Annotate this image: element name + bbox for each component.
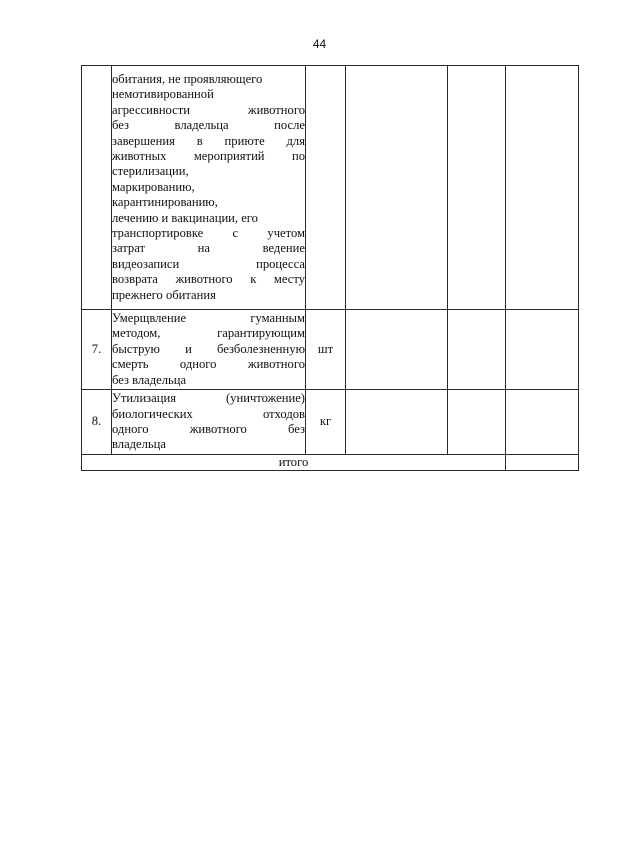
total-row	[82, 455, 579, 471]
table-row	[82, 390, 579, 455]
description-line: немотивированной	[112, 87, 214, 102]
description-line: биологических отходов	[112, 406, 305, 421]
description-line: животных мероприятий по	[112, 148, 305, 163]
description-line: стерилизации,	[112, 164, 189, 179]
row-description	[112, 66, 306, 310]
description-line: затрат на ведение	[112, 241, 305, 256]
description-line: смерть одного животного	[112, 357, 305, 372]
description-line: без владельца	[112, 372, 187, 387]
row-description	[112, 390, 306, 455]
description-line: без владельца после	[112, 118, 305, 133]
description-line: видеозаписи процесса	[112, 256, 305, 271]
description-line: Умерщвление гуманным	[112, 310, 305, 325]
description-line: обитания, не проявляющего	[112, 71, 263, 86]
cost-table	[81, 65, 579, 471]
description-line: возврата животного к месту	[112, 272, 305, 287]
table-row	[82, 310, 579, 390]
row-unit: кг	[306, 390, 346, 455]
page-number: 44	[312, 37, 327, 51]
row-cell-empty	[448, 66, 506, 310]
total-value-cell	[506, 455, 579, 471]
row-number: 7.	[82, 310, 112, 390]
row-cell-empty	[506, 310, 579, 390]
description-line: быструю и безболезненную	[112, 341, 305, 356]
description-line: маркированию,	[112, 179, 195, 194]
table-row	[82, 66, 579, 310]
row-cell-empty	[506, 390, 579, 455]
row-unit: шт	[306, 310, 346, 390]
description-line: агрессивности животного	[112, 102, 305, 117]
row-cell-empty	[448, 390, 506, 455]
row-number	[82, 66, 112, 310]
description-line: методом, гарантирующим	[112, 326, 305, 341]
row-cell-empty	[448, 310, 506, 390]
description-line: Утилизация (уничтожение)	[112, 391, 305, 406]
row-number: 8.	[82, 390, 112, 455]
description-line: владельца	[112, 437, 167, 452]
description-line: транспортировке с учетом	[112, 226, 305, 241]
row-cell-empty	[506, 66, 579, 310]
description-line: одного животного без	[112, 422, 305, 436]
description-line: завершения в приюте для	[112, 133, 305, 148]
row-description	[112, 310, 306, 390]
description-line: прежнего обитания	[112, 287, 216, 302]
description-line: лечению и вакцинации, его	[112, 210, 258, 225]
description-line: карантинированию,	[112, 195, 218, 210]
row-cell-empty	[346, 390, 448, 455]
row-unit	[306, 66, 346, 310]
row-cell-empty	[346, 310, 448, 390]
row-cell-empty	[346, 66, 448, 310]
total-label: итого	[82, 455, 506, 471]
